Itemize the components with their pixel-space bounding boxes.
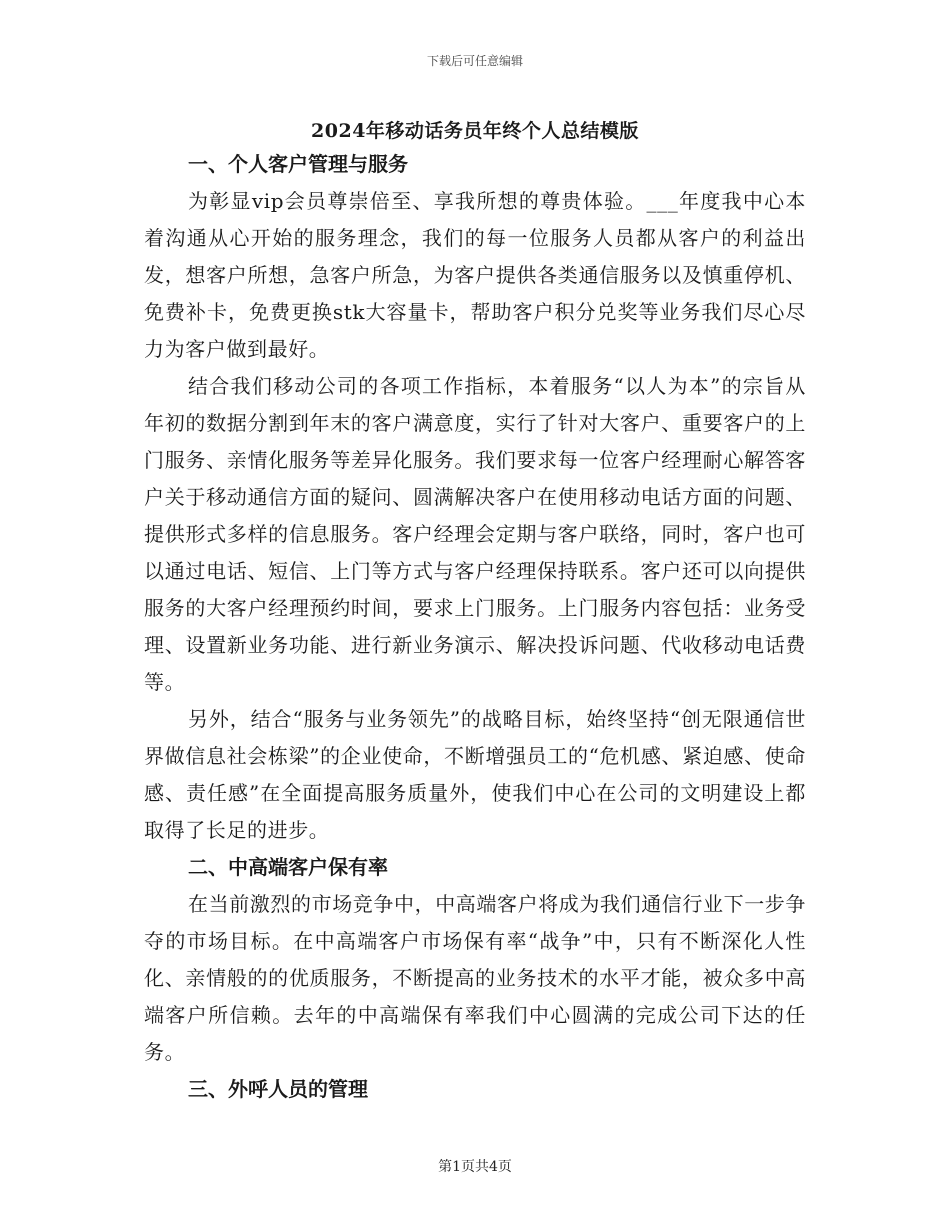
- section-heading-2: 二、中高端客户保有率: [188, 855, 388, 879]
- document-title: 2024年移动话务员年终个人总结模版: [311, 120, 639, 142]
- page-number: 第1页共4页: [438, 1159, 512, 1175]
- paragraph: 为彰显vip会员尊崇倍至、享我所想的尊贵体验。___年度我中心本着沟通从心开始的服务理念，我们的每一位服务人员都从客户的利益出发，想客户所想，急客户所急，为客户提供各类通信服务以及慎重停机、免费补卡，免费更换stk大容量卡，帮助客户积分兑奖等业务我们尽心尽力为客户做到最好。: [144, 189, 806, 361]
- paragraph: 结合我们移动公司的各项工作指标，本着服务“以人为本”的宗旨从年初的数据分割到年末的客户满意度，实行了针对大客户、重要客户的上门服务、亲情化服务等差异化服务。我们要求每一位客户经理耐心解答客户关于移动通信方面的疑问、圆满解决客户在使用移动电话方面的问题、提供形式多样的信息服务。客户经理会定期与客户联络，同时，客户也可以通过电话、短信、上门等方式与客户经理保持联系。客户还可以向提供服务的大客户经理预约时间，要求上门服务。上门服务内容包括：业务受理、设置新业务功能、进行新业务演示、解决投诉问题、代收移动电话费等。: [144, 374, 806, 694]
- document-body: [144, 146, 806, 1108]
- page-header-note: 下载后可任意编辑: [426, 54, 523, 68]
- section-heading-1: 一、个人客户管理与服务: [188, 152, 408, 176]
- section-heading-3: 三、外呼人员的管理: [188, 1077, 368, 1101]
- paragraph: 在当前激烈的市场竞争中，中高端客户将成为我们通信行业下一步争夺的市场目标。在中高端客户市场保有率“战争”中，只有不断深化人性化、亲情般的的优质服务，不断提高的业务技术的水平才能，被众多中高端客户所信赖。去年的中高端保有率我们中心圆满的完成公司下达的任务。: [144, 892, 806, 1064]
- paragraph: 另外，结合“服务与业务领先”的战略目标，始终坚持“创无限通信世界做信息社会栋梁”的企业使命，不断增强员工的“危机感、紧迫感、使命感、责任感”在全面提高服务质量外，使我们中心在公司的文明建设上都取得了长足的进步。: [144, 707, 806, 842]
